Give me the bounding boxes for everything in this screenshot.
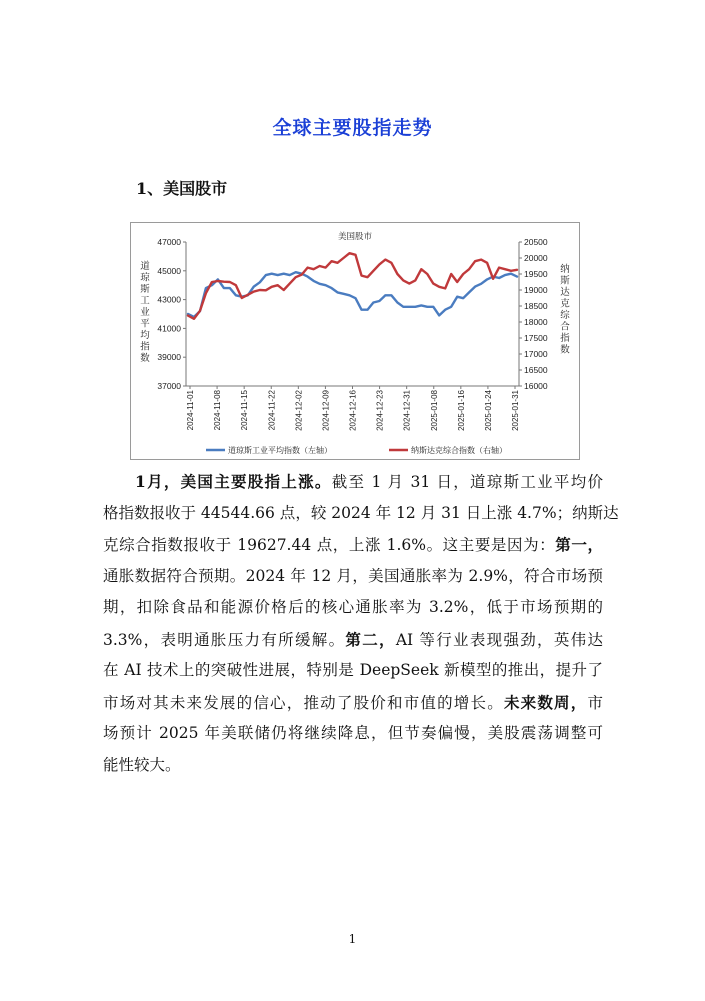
- right-tick-label: 17000: [524, 349, 548, 359]
- text-run: 通胀数据符合预期。2024 年 12 月，美国通胀率为 2.9%，符合市场预: [103, 566, 603, 585]
- x-tick-label: 2025-01-24: [483, 390, 493, 431]
- x-tick-label: 2024-11-08: [213, 390, 223, 431]
- bold-text-run: 未来数周，: [503, 692, 588, 712]
- x-tick-label: 2024-11-15: [240, 390, 250, 431]
- right-tick-label: 18500: [524, 301, 548, 311]
- chart-container: [130, 222, 580, 460]
- legend-label-dow: 道琼斯工业平均指数（左轴）: [228, 446, 332, 455]
- paragraph-line: [103, 529, 603, 561]
- x-tick-label: 2025-01-16: [456, 390, 466, 431]
- x-tick-label: 2024-12-16: [348, 390, 358, 431]
- line-chart: [131, 223, 579, 459]
- text-run: 场预计 2025 年美联储仍将继续降息，但节奏偏慢，美股震荡调整可: [103, 724, 603, 742]
- page-number: 1: [348, 932, 357, 946]
- x-tick-label: 2024-11-22: [267, 390, 277, 431]
- x-tick-label: 2025-01-31: [511, 390, 520, 431]
- paragraph-line: [103, 561, 603, 593]
- left-tick-label: 37000: [157, 381, 181, 391]
- x-tick-label: 2025-01-08: [429, 390, 439, 431]
- x-tick-label: 2024-12-23: [375, 390, 385, 431]
- legend-label-nasdaq: 纳斯达克综合指数（右轴）: [411, 446, 507, 455]
- left-axis-title: 道琼斯工业平均指数: [140, 261, 150, 364]
- text-run: 截至 1 月 31 日，道琼斯工业平均价: [331, 473, 603, 491]
- paragraph-line: [103, 687, 603, 719]
- dow-jones-line: [188, 272, 517, 317]
- text-run: 期，扣除食品和能源价格后的核心通胀率为 3.2%，低于市场预期的: [103, 598, 603, 616]
- right-tick-label: 19500: [524, 269, 548, 279]
- paragraph-line: [103, 750, 603, 782]
- chart-title: 美国股市: [337, 231, 373, 241]
- text-run: 市: [587, 693, 603, 712]
- text-run: 能性较大。: [103, 755, 181, 774]
- page-title: 全球主要股指走势: [272, 117, 433, 139]
- left-tick-label: 41000: [157, 323, 181, 334]
- bold-text-run: 第二，: [345, 629, 396, 649]
- text-run: 市场对其未来发展的信心，推动了股价和市值的增长。: [103, 693, 504, 712]
- right-tick-label: 16500: [524, 365, 548, 375]
- x-tick-label: 2024-11-01: [186, 390, 195, 431]
- left-tick-label: 45000: [157, 265, 181, 276]
- section-heading: 1、美国股市: [136, 179, 228, 198]
- text-run: AI 等行业表现强劲，英伟达: [395, 630, 603, 649]
- left-tick-label: 43000: [157, 294, 181, 305]
- right-tick-label: 20000: [524, 253, 548, 263]
- paragraph-line: [103, 498, 619, 530]
- right-tick-label: 16000: [524, 381, 548, 391]
- paragraph-line: [103, 655, 603, 687]
- text-run: 3.3%，表明通胀压力有所缓解。: [103, 630, 346, 649]
- bold-text-run: 1月，美国主要股指上涨。: [135, 472, 332, 491]
- paragraph-line: [103, 624, 603, 656]
- right-axis-title: 纳斯达克综合指数: [560, 264, 570, 356]
- left-tick-label: 39000: [157, 352, 181, 363]
- text-run: 克综合指数报收于 19627.44 点，上涨 1.6%。这主要是因为：: [103, 536, 556, 554]
- right-tick-label: 19000: [524, 285, 548, 295]
- paragraph-line: [103, 466, 603, 498]
- right-tick-label: 17500: [524, 333, 548, 343]
- text-run: 格指数报收于 44544.66 点，较 2024 年 12 月 31 日上涨 4.7%；纳斯达: [103, 503, 619, 522]
- paragraph-line: [103, 718, 603, 750]
- nasdaq-line: [188, 253, 517, 319]
- text-run: 在 AI 技术上的突破性进展，特别是 DeepSeek 新模型的推出，提升了: [103, 661, 603, 679]
- x-tick-label: 2024-12-02: [294, 390, 304, 431]
- x-tick-label: 2024-12-31: [402, 390, 412, 431]
- right-tick-label: 18000: [524, 317, 548, 327]
- right-tick-label: 20500: [524, 237, 548, 247]
- paragraph-line: [103, 592, 603, 624]
- bold-text-run: 第一，: [555, 535, 603, 554]
- body-paragraph: [103, 466, 619, 781]
- left-tick-label: 47000: [157, 237, 181, 247]
- x-tick-label: 2024-12-09: [321, 390, 331, 431]
